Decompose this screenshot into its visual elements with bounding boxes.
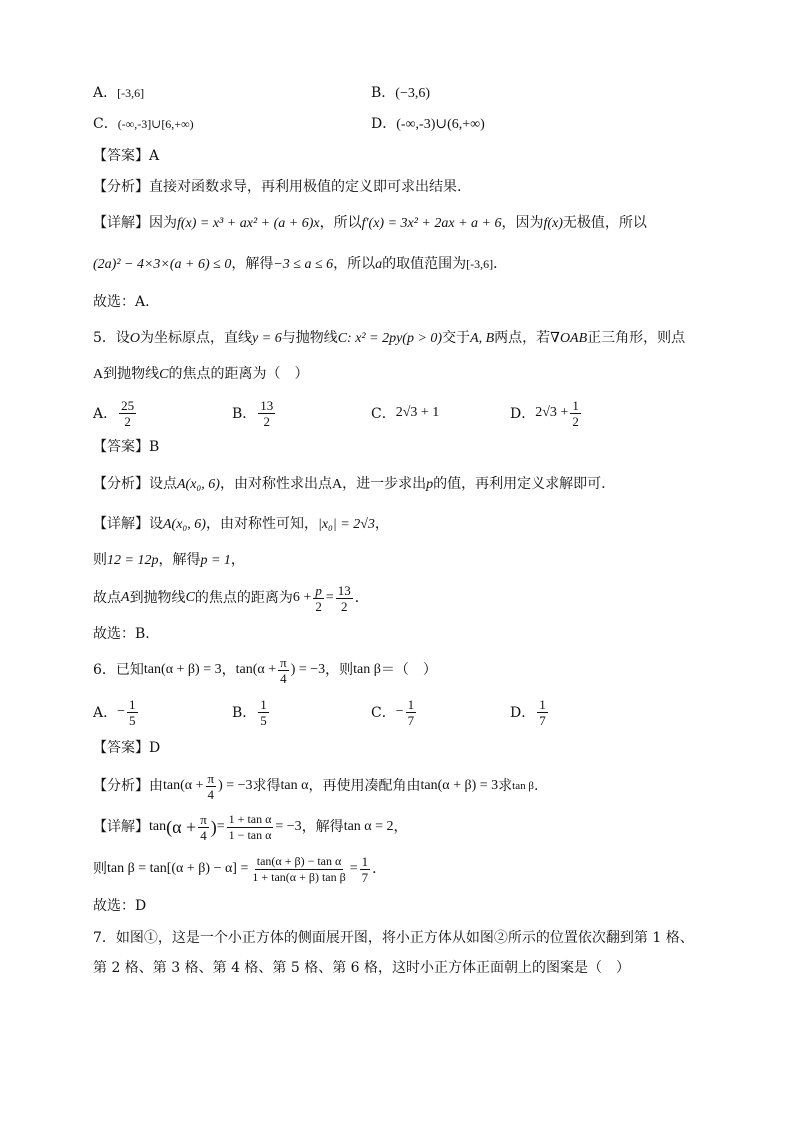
text: ，由对称性求出点 xyxy=(219,476,332,492)
fraction xyxy=(537,697,548,728)
option-letter: A． xyxy=(93,705,118,721)
text: ， xyxy=(393,819,408,835)
fraction xyxy=(258,697,269,728)
formula: −3 ≤ a ≤ 6 xyxy=(273,257,334,272)
formula: tan α xyxy=(280,778,309,793)
formula: = −3 xyxy=(275,819,302,834)
denominator: 1 + tan(α + β) tan β xyxy=(252,869,346,884)
formula: tan(α + xyxy=(235,662,277,677)
text: ， xyxy=(374,516,389,532)
q6-options xyxy=(93,692,713,732)
text: . xyxy=(533,778,539,794)
denominator: 4 xyxy=(200,827,207,843)
text: ，解得 xyxy=(231,256,274,272)
denominator: 4 xyxy=(280,670,287,686)
q6-option-d xyxy=(510,697,550,728)
fraction xyxy=(250,854,347,885)
fraction xyxy=(206,771,217,802)
text: 的值，再利用定义求解即可. xyxy=(433,476,606,492)
q5-analysis xyxy=(93,474,606,495)
text: 的焦点的距离为（ ） xyxy=(168,366,309,382)
text: 求得 xyxy=(252,778,281,794)
formula: (2a)² − 4×3×(a + 6) ≤ 0 xyxy=(93,257,232,272)
text: ． xyxy=(493,256,508,272)
fraction xyxy=(278,655,289,686)
formula: y = 6 xyxy=(252,331,282,346)
option-value: [-3,6] xyxy=(117,86,145,100)
answer-tag: 【答案】 xyxy=(93,439,149,455)
formula: tan β = tan[(α + β) − α] = xyxy=(107,861,249,876)
q6-option-a xyxy=(93,697,140,728)
text: ． xyxy=(372,861,387,877)
option-letter: B． xyxy=(232,406,257,422)
q4-analysis xyxy=(93,177,461,197)
q6-answer xyxy=(93,738,160,758)
numerator: 13 xyxy=(260,397,274,413)
formula: tan β xyxy=(512,780,534,792)
option-letter: D． xyxy=(371,116,397,132)
text: 因为 xyxy=(149,215,177,231)
q5-detail-line-1 xyxy=(93,514,389,535)
option-value: (-∞,-3)∪(6,+∞) xyxy=(396,117,485,132)
q5-answer xyxy=(93,437,159,457)
choose-text: 故选：D xyxy=(93,898,147,914)
answer-value: A xyxy=(149,148,160,164)
text: 的焦点的距离为 xyxy=(194,590,293,606)
q4-option-a xyxy=(93,83,144,103)
text: ，进一步求出 xyxy=(342,476,427,492)
text: ，由对称性可知， xyxy=(205,516,318,532)
text: 则 xyxy=(93,552,107,568)
text: 设 xyxy=(149,516,163,532)
denominator: 7 xyxy=(361,869,369,885)
denominator: 2 xyxy=(340,598,348,614)
text: 交于 xyxy=(442,330,471,346)
text: ，再使用凑配角由 xyxy=(308,778,421,794)
fraction xyxy=(336,583,353,614)
text: 无极值，所以 xyxy=(562,215,647,231)
denominator: 7 xyxy=(407,712,415,728)
option-letter: A． xyxy=(93,85,118,101)
numerator: 13 xyxy=(337,582,351,598)
formula: p xyxy=(426,477,434,492)
formula: ) = −3 xyxy=(290,662,326,677)
answer-value: D xyxy=(149,740,161,756)
numerator: 1 xyxy=(260,696,267,712)
formula: = xyxy=(349,861,358,876)
formula: tan(α + xyxy=(163,778,204,793)
numerator: 1 xyxy=(129,696,136,712)
q5-options xyxy=(93,393,713,433)
formula: 2√3 + 1 xyxy=(395,405,440,420)
text: ，解得 xyxy=(158,552,201,568)
option-letter: D． xyxy=(510,406,536,422)
denominator: 2 xyxy=(572,413,579,429)
formula: tan xyxy=(149,819,167,834)
formula: tan(α + β) = 3 xyxy=(420,778,499,793)
fraction xyxy=(406,697,417,728)
text: 6．已知 xyxy=(93,662,144,678)
denominator: 7 xyxy=(539,712,546,728)
q5-option-d xyxy=(510,398,583,429)
formula: A, B xyxy=(470,331,495,346)
fraction xyxy=(258,398,275,429)
analysis-tag: 【分析】 xyxy=(93,476,149,492)
fraction xyxy=(198,812,209,843)
text: 5．设 xyxy=(93,330,130,346)
formula: O xyxy=(129,331,141,346)
denominator: 2 xyxy=(315,598,322,614)
option-letter: A． xyxy=(93,406,118,422)
q6-option-b xyxy=(232,697,271,728)
q5-detail-line-2 xyxy=(93,550,245,571)
q5-stem-line-1 xyxy=(93,328,685,349)
q4-option-c xyxy=(93,114,194,134)
analysis-text: 直接对函数求导，再利用极值的定义即可求出结果. xyxy=(149,179,462,195)
numerator: 1 xyxy=(361,853,369,869)
analysis-tag: 【分析】 xyxy=(93,778,149,794)
text: 由 xyxy=(149,778,163,794)
text: 与抛物线 xyxy=(281,330,338,346)
formula: tan α = 2 xyxy=(343,819,394,834)
fraction xyxy=(127,697,138,728)
option-letter: B． xyxy=(232,705,257,721)
formula: tan(α + β) = 3 xyxy=(143,662,222,677)
text: 7．如图①，这是一个小正方体的侧面展开图，将小正方体从如图②所示的位置依次翻到第 1 格、 xyxy=(93,930,694,946)
text: 两点，若 xyxy=(494,330,551,346)
q5-choose xyxy=(93,624,150,644)
formula: A(x₀, 6) xyxy=(177,477,220,492)
formula: f′(x) = 3x² + 2ax + a + 6 xyxy=(361,216,502,231)
choose-text: 故选：B. xyxy=(93,626,150,642)
formula: C xyxy=(185,590,195,605)
text: 故点 xyxy=(93,590,121,606)
formula: a xyxy=(375,257,383,272)
numerator: π xyxy=(280,654,287,670)
text: 到抛物线 xyxy=(129,590,186,606)
sign: − xyxy=(395,704,404,719)
q6-option-c xyxy=(371,697,418,728)
numerator: π xyxy=(207,770,215,786)
option-letter: C． xyxy=(371,406,396,422)
text: 设点 xyxy=(149,476,177,492)
formula: (α + xyxy=(166,817,197,837)
q4-option-d xyxy=(371,114,485,135)
option-letter: C． xyxy=(371,705,396,721)
text: ，所以 xyxy=(333,256,376,272)
formula: C xyxy=(159,367,169,382)
detail-tag: 【详解】 xyxy=(93,215,149,231)
option-letter: B． xyxy=(371,85,396,101)
option-value: (-∞,-3]∪[6,+∞) xyxy=(117,117,194,131)
answer-tag: 【答案】 xyxy=(93,148,149,164)
text: ，所以 xyxy=(319,215,362,231)
q5-detail-line-3 xyxy=(93,580,369,616)
text: 的取值范围为 xyxy=(382,256,467,272)
q6-detail-line-1 xyxy=(93,808,408,846)
text: ，则 xyxy=(325,662,354,678)
answer-value: B xyxy=(149,439,160,455)
q7-stem-line-2 xyxy=(93,958,630,978)
fraction xyxy=(119,398,136,429)
numerator: tan(α + β) − tan α xyxy=(256,853,342,868)
formula: f(x) = x³ + ax² + (a + 6)x xyxy=(177,216,320,231)
fraction xyxy=(360,854,371,885)
formula: A xyxy=(93,367,104,382)
option-letter: C． xyxy=(93,116,118,132)
formula: 12 = 12p xyxy=(107,553,159,568)
text: ． xyxy=(354,590,369,606)
formula: 2√3 + xyxy=(535,405,569,420)
formula: tan β xyxy=(353,662,381,677)
denominator: 2 xyxy=(263,413,271,429)
text: 第 2 格、第 3 格、第 4 格、第 5 格、第 6 格，这时小正方体正面朝上的图案是（ ） xyxy=(93,960,631,976)
answer-tag: 【答案】 xyxy=(93,740,149,756)
fraction xyxy=(570,398,581,429)
denominator: 5 xyxy=(260,712,267,728)
text: ，因为 xyxy=(501,215,544,231)
formula: [-3,6] xyxy=(466,257,494,271)
option-value: (−3,6) xyxy=(395,86,431,101)
q7-stem-line-1 xyxy=(93,928,694,948)
numerator: 1 xyxy=(539,696,546,712)
denominator: 2 xyxy=(124,413,131,429)
numerator: 1 xyxy=(572,397,579,413)
q4-choose xyxy=(93,292,150,312)
denominator: 5 xyxy=(129,712,136,728)
formula: ∇OAB xyxy=(550,331,588,346)
option-letter: D． xyxy=(510,705,536,721)
text: 为坐标原点，直线 xyxy=(140,330,253,346)
detail-tag: 【详解】 xyxy=(93,516,149,532)
numerator: 25 xyxy=(121,397,135,413)
formula: p = 1 xyxy=(200,553,231,568)
sign: − xyxy=(117,704,126,719)
formula: A xyxy=(331,477,343,492)
q5-stem-line-2 xyxy=(93,364,308,385)
formula: C: x² = 2py(p > 0) xyxy=(337,331,443,346)
text: ， xyxy=(230,552,245,568)
formula: ) = −3 xyxy=(218,778,253,793)
numerator: p xyxy=(315,582,322,598)
denominator: 4 xyxy=(207,786,215,802)
text: ，解得 xyxy=(301,819,344,835)
q6-detail-line-2 xyxy=(93,850,386,888)
q6-stem xyxy=(93,652,437,688)
fraction xyxy=(313,583,324,614)
q5-option-c xyxy=(371,403,439,423)
numerator: 1 xyxy=(407,696,415,712)
text: ＝（ ） xyxy=(380,662,437,678)
formula: A xyxy=(121,590,130,605)
text: 正三角形，则点 xyxy=(587,330,686,346)
denominator: 1 − tan α xyxy=(228,827,272,842)
q4-detail-line-1 xyxy=(93,213,647,234)
q4-detail-line-2 xyxy=(93,254,507,275)
q6-analysis xyxy=(93,768,538,804)
detail-tag: 【详解】 xyxy=(93,819,149,835)
formula: = xyxy=(216,819,225,834)
q6-choose xyxy=(93,896,146,916)
analysis-tag: 【分析】 xyxy=(93,179,149,195)
text: 到抛物线 xyxy=(103,366,160,382)
formula: = xyxy=(325,590,334,605)
formula: f(x) xyxy=(543,216,563,231)
formula: ) xyxy=(210,817,217,837)
choose-text: 故选：A. xyxy=(93,294,150,310)
q5-option-a xyxy=(93,398,138,429)
text: 求 xyxy=(498,778,513,794)
text: ， xyxy=(221,662,236,678)
q4-option-b xyxy=(371,83,430,104)
fraction xyxy=(227,812,274,843)
numerator: 1 + tan α xyxy=(228,811,272,826)
formula: |x₀| = 2√3 xyxy=(317,517,375,532)
numerator: π xyxy=(200,811,207,827)
text: 则 xyxy=(93,861,107,877)
formula: A(x₀, 6) xyxy=(163,517,206,532)
q5-option-b xyxy=(232,398,277,429)
q4-answer xyxy=(93,146,159,166)
formula: 6 + xyxy=(292,590,312,605)
